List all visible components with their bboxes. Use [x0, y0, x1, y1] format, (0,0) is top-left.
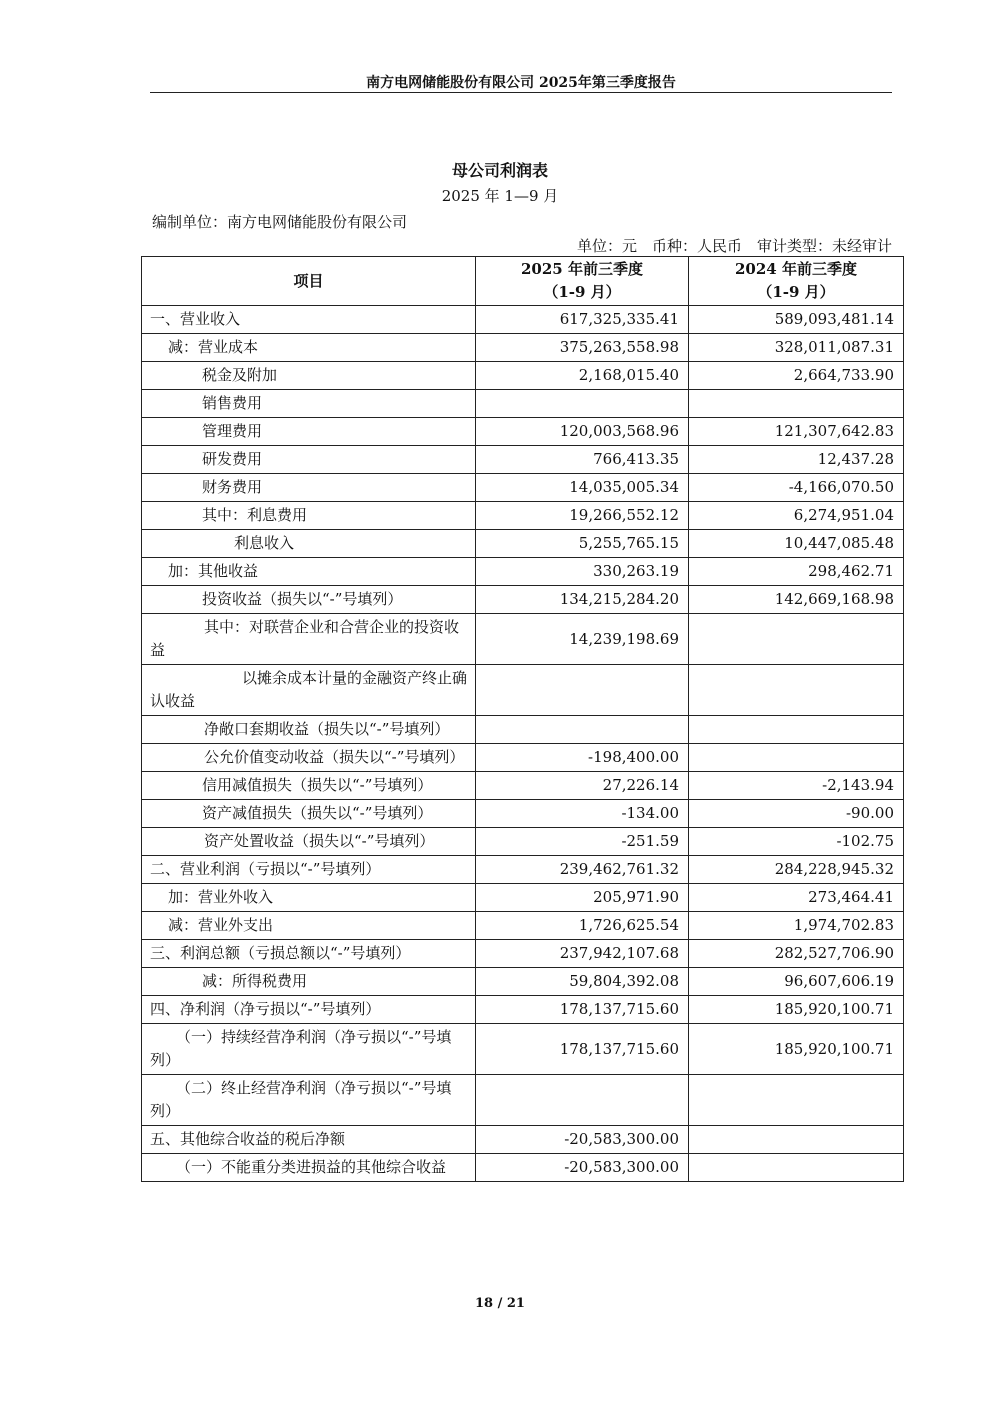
- row-label: 减：所得税费用: [142, 968, 476, 996]
- table-row: [142, 1075, 904, 1126]
- value-2024: [689, 1126, 904, 1154]
- value-2025: [476, 716, 689, 744]
- value-2025: 134,215,284.20: [476, 586, 689, 614]
- col-header-2025-line1: 2025 年前三季度: [521, 260, 643, 278]
- value-2024: 6,274,951.04: [689, 502, 904, 530]
- table-row: [142, 716, 904, 744]
- col-header-2025-line2: （1-9 月）: [543, 283, 621, 301]
- table-row: [142, 558, 904, 586]
- table-row: [142, 884, 904, 912]
- table-row: [142, 306, 904, 334]
- value-2025: [476, 665, 689, 716]
- row-label: 财务费用: [142, 474, 476, 502]
- table-row: [142, 390, 904, 418]
- value-2025: 766,413.35: [476, 446, 689, 474]
- value-2024: [689, 1075, 904, 1126]
- value-2025: 237,942,107.68: [476, 940, 689, 968]
- table-row: [142, 446, 904, 474]
- row-label: 加：其他收益: [142, 558, 476, 586]
- col-header-2024: [689, 257, 904, 306]
- value-2025: 1,726,625.54: [476, 912, 689, 940]
- value-2024: 185,920,100.71: [689, 1024, 904, 1075]
- col-header-2024-line2: （1-9 月）: [757, 283, 835, 301]
- row-label: 税金及附加: [142, 362, 476, 390]
- row-label: （二）终止经营净利润（净亏损以“-”号填列）: [142, 1075, 476, 1126]
- value-2025: -20,583,300.00: [476, 1126, 689, 1154]
- table-row: [142, 912, 904, 940]
- row-label: 以摊余成本计量的金融资产终止确认收益: [142, 665, 476, 716]
- table-row: [142, 856, 904, 884]
- row-label: 投资收益（损失以“-”号填列）: [142, 586, 476, 614]
- table-row: [142, 744, 904, 772]
- preparing-entity: 编制单位：南方电网储能股份有限公司: [152, 213, 408, 231]
- value-2024: 273,464.41: [689, 884, 904, 912]
- table-row: [142, 996, 904, 1024]
- value-2025: -20,583,300.00: [476, 1154, 689, 1182]
- col-header-item: 项目: [142, 257, 476, 306]
- row-label: 信用减值损失（损失以“-”号填列）: [142, 772, 476, 800]
- value-2024: [689, 614, 904, 665]
- value-2024: [689, 665, 904, 716]
- row-label: 资产减值损失（损失以“-”号填列）: [142, 800, 476, 828]
- value-2025: 5,255,765.15: [476, 530, 689, 558]
- value-2025: -251.59: [476, 828, 689, 856]
- value-2024: [689, 716, 904, 744]
- value-2024: 328,011,087.31: [689, 334, 904, 362]
- value-2025: 375,263,558.98: [476, 334, 689, 362]
- table-row: [142, 828, 904, 856]
- row-label: 研发费用: [142, 446, 476, 474]
- value-2024: 284,228,945.32: [689, 856, 904, 884]
- table-row: [142, 614, 904, 665]
- table-row: [142, 940, 904, 968]
- row-label: 其中：利息费用: [142, 502, 476, 530]
- value-2025: -198,400.00: [476, 744, 689, 772]
- table-row: [142, 334, 904, 362]
- table-row: [142, 1154, 904, 1182]
- value-2025: [476, 1075, 689, 1126]
- value-2025: 330,263.19: [476, 558, 689, 586]
- value-2025: -134.00: [476, 800, 689, 828]
- row-label: 五、其他综合收益的税后净额: [142, 1126, 476, 1154]
- value-2025: 120,003,568.96: [476, 418, 689, 446]
- col-header-2024-line1: 2024 年前三季度: [735, 260, 857, 278]
- value-2024: 96,607,606.19: [689, 968, 904, 996]
- value-2025: 2,168,015.40: [476, 362, 689, 390]
- statement-period: 2025 年 1—9 月: [441, 187, 559, 205]
- row-label: 资产处置收益（损失以“-”号填列）: [142, 828, 476, 856]
- value-2025: 27,226.14: [476, 772, 689, 800]
- row-label: （一）持续经营净利润（净亏损以“-”号填列）: [142, 1024, 476, 1075]
- table-row: [142, 800, 904, 828]
- unit-currency-audit: 单位：元 币种：人民币 审计类型：未经审计: [576, 237, 892, 255]
- value-2025: 178,137,715.60: [476, 996, 689, 1024]
- row-label: 减：营业外支出: [142, 912, 476, 940]
- value-2025: 239,462,761.32: [476, 856, 689, 884]
- value-2025: 59,804,392.08: [476, 968, 689, 996]
- table-row: [142, 530, 904, 558]
- value-2025: 178,137,715.60: [476, 1024, 689, 1075]
- row-label: 二、营业利润（亏损以“-”号填列）: [142, 856, 476, 884]
- value-2024: -2,143.94: [689, 772, 904, 800]
- row-label: 公允价值变动收益（损失以“-”号填列）: [142, 744, 476, 772]
- value-2024: -4,166,070.50: [689, 474, 904, 502]
- value-2025: 14,035,005.34: [476, 474, 689, 502]
- table-row: [142, 418, 904, 446]
- value-2024: 589,093,481.14: [689, 306, 904, 334]
- table-row: [142, 586, 904, 614]
- col-header-2025: [476, 257, 689, 306]
- row-label: 三、利润总额（亏损总额以“-”号填列）: [142, 940, 476, 968]
- row-label: 四、净利润（净亏损以“-”号填列）: [142, 996, 476, 1024]
- header-divider: [150, 92, 892, 93]
- value-2025: 617,325,335.41: [476, 306, 689, 334]
- value-2024: [689, 744, 904, 772]
- row-label: 其中：对联营企业和合营企业的投资收益: [142, 614, 476, 665]
- value-2024: 185,920,100.71: [689, 996, 904, 1024]
- row-label: 利息收入: [142, 530, 476, 558]
- row-label: 销售费用: [142, 390, 476, 418]
- value-2024: [689, 390, 904, 418]
- table-row: [142, 968, 904, 996]
- value-2025: 14,239,198.69: [476, 614, 689, 665]
- value-2024: 12,437.28: [689, 446, 904, 474]
- table-row: [142, 362, 904, 390]
- value-2024: -90.00: [689, 800, 904, 828]
- value-2025: [476, 390, 689, 418]
- row-label: 加：营业外收入: [142, 884, 476, 912]
- value-2024: 121,307,642.83: [689, 418, 904, 446]
- value-2024: 142,669,168.98: [689, 586, 904, 614]
- table-row: [142, 502, 904, 530]
- row-label: 一、营业收入: [142, 306, 476, 334]
- row-label: 减：营业成本: [142, 334, 476, 362]
- value-2024: 282,527,706.90: [689, 940, 904, 968]
- value-2024: -102.75: [689, 828, 904, 856]
- table-header-row: [142, 257, 904, 306]
- income-statement-table: [141, 256, 904, 1182]
- table-row: [142, 1126, 904, 1154]
- value-2024: [689, 1154, 904, 1182]
- table-row: [142, 1024, 904, 1075]
- page-number: 18 / 21: [475, 1296, 525, 1311]
- row-label: （一）不能重分类进损益的其他综合收益: [142, 1154, 476, 1182]
- value-2024: 10,447,085.48: [689, 530, 904, 558]
- value-2024: 298,462.71: [689, 558, 904, 586]
- row-label: 净敞口套期收益（损失以“-”号填列）: [142, 716, 476, 744]
- statement-title: 母公司利润表: [451, 161, 548, 180]
- table-row: [142, 665, 904, 716]
- value-2024: 1,974,702.83: [689, 912, 904, 940]
- report-header: 南方电网储能股份有限公司 2025年第三季度报告: [366, 75, 676, 91]
- table-row: [142, 474, 904, 502]
- value-2025: 205,971.90: [476, 884, 689, 912]
- row-label: 管理费用: [142, 418, 476, 446]
- table-row: [142, 772, 904, 800]
- value-2025: 19,266,552.12: [476, 502, 689, 530]
- value-2024: 2,664,733.90: [689, 362, 904, 390]
